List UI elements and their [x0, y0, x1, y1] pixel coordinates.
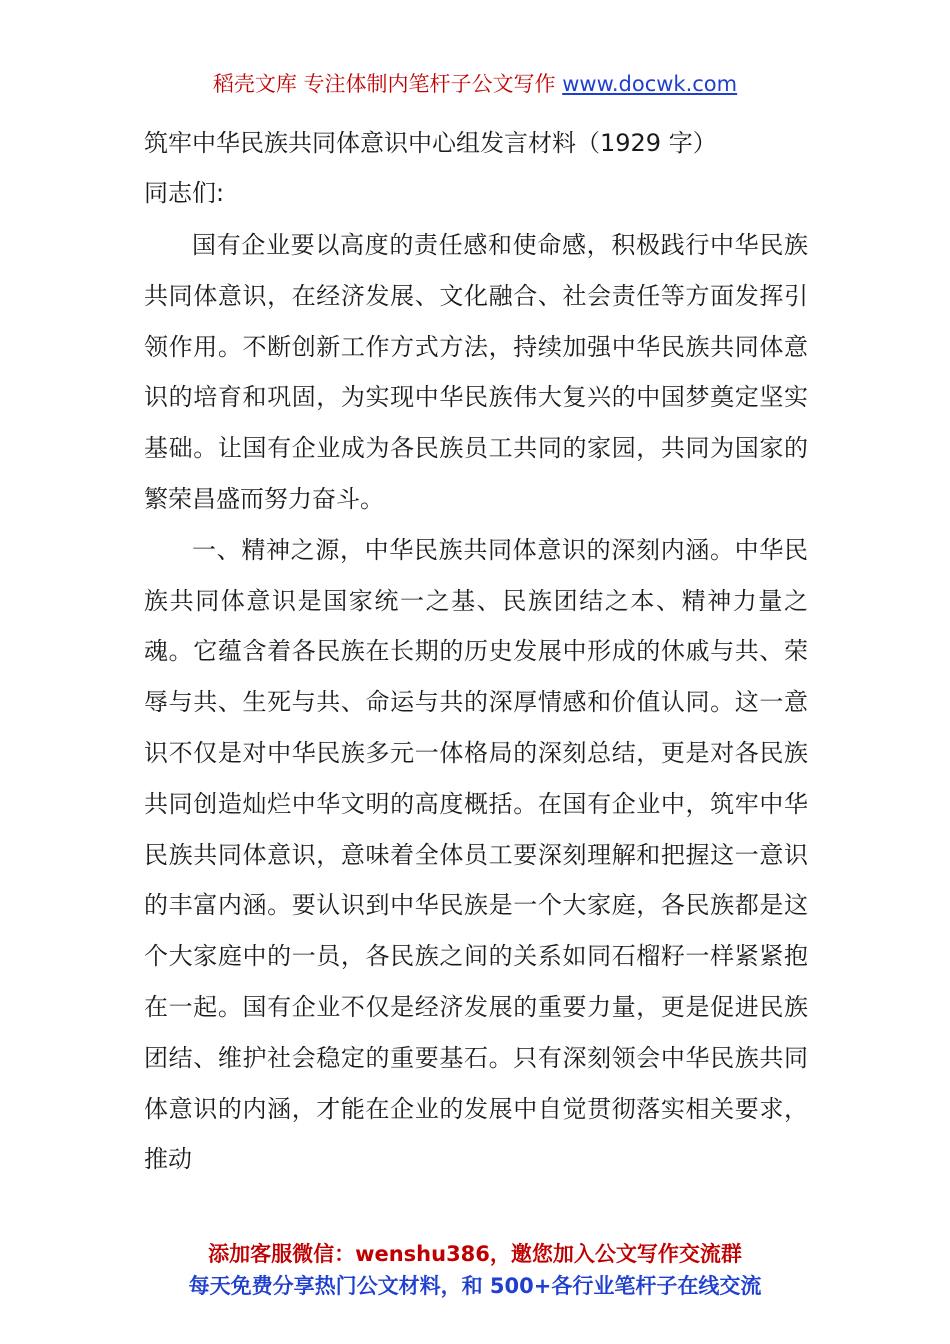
paragraph-intro: 国有企业要以高度的责任感和使命感，积极践行中华民族共同体意识，在经济发展、文化融合、社会责任等方面发挥引领作用。不断创新工作方式方法，持续加强中华民族共同体意识的培育和巩固，为实现中华民族伟大复兴的中国梦奠定坚实基础。让国有企业成为各民族员工共同的家园，共同为国家的繁荣昌盛而努力奋斗。: [144, 231, 808, 513]
header-banner: [0, 70, 950, 98]
paragraph-section-one: 一、精神之源，中华民族共同体意识的深刻内涵。中华民族共同体意识是国家统一之基、民族团结之本、精神力量之魂。它蕴含着各民族在长期的历史发展中形成的休戚与共、荣辱与共、生死与共、命运与共的深厚情感和价值认同。这一意识不仅是对中华民族多元一体格局的深刻总结，更是对各民族共同创造灿烂中华文明的高度概括。在国有企业中，筑牢中华民族共同体意识，意味着全体员工要深刻理解和把握这一意识的丰富内涵。要认识到中华民族是一个大家庭，各民族都是这个大家庭中的一员，各民族之间的关系如同石榴籽一样紧紧抱在一起。国有企业不仅是经济发展的重要力量，更是促进民族团结、维护社会稳定的重要基石。只有深刻领会中华民族共同体意识的内涵，才能在企业的发展中自觉贯彻落实相关要求，推动: [144, 535, 808, 1174]
footer-share-line: 每天免费分享热门公文材料，和 500+各行业笔杆子在线交流: [188, 1274, 762, 1298]
document-title: 筑牢中华民族共同体意识中心组发言材料（1929 字）: [144, 129, 717, 157]
footer-promo: [0, 1238, 950, 1302]
greeting: 同志们:: [144, 179, 225, 207]
footer-wechat-line: 添加客服微信：wenshu386，邀您加入公文写作交流群: [208, 1242, 742, 1266]
site-link[interactable]: www.docwk.com: [562, 72, 738, 96]
brand-text: 稻壳文库 专注体制内笔杆子公文写作: [212, 72, 556, 96]
document-body: [144, 120, 808, 1185]
